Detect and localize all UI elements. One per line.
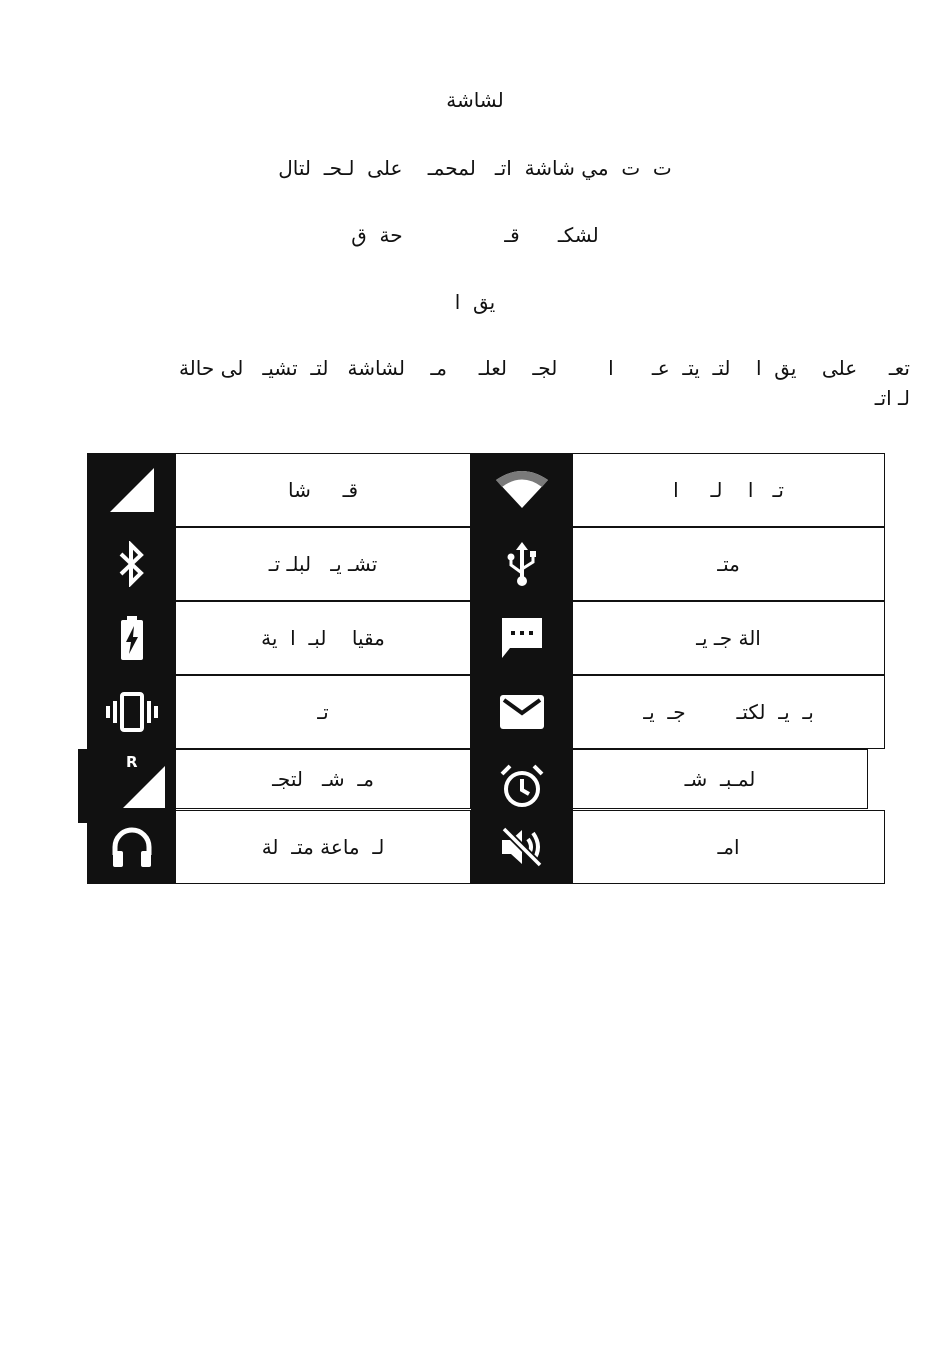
usb-icon bbox=[471, 527, 573, 601]
intro-line-1: ت ت مي شاشة اتـ لمحمـ على لـحـ لتال bbox=[278, 156, 672, 180]
table-row bbox=[0, 675, 950, 749]
intro-line-3: يق ا bbox=[454, 290, 496, 314]
table-cell-label: الة جـ يـ bbox=[573, 601, 885, 675]
message-icon bbox=[471, 601, 573, 675]
table-row bbox=[0, 453, 950, 527]
table-cell-label: قـ شا bbox=[176, 453, 471, 527]
table-cell-label: مـ شـ لتجـ bbox=[176, 749, 471, 809]
table-cell-label: لـ ماعة متـ لة bbox=[176, 810, 471, 884]
roaming-badge: R bbox=[126, 753, 138, 771]
table-cell-label: لمـبـ شـ bbox=[573, 749, 868, 809]
table-row bbox=[0, 810, 950, 884]
headphones-icon bbox=[87, 810, 176, 884]
table-cell-label: تـ bbox=[176, 675, 471, 749]
signal-strength-icon bbox=[87, 453, 176, 527]
table-cell-label: متـ bbox=[573, 527, 885, 601]
table-cell-label: بـ يـ لكتـ جـ يـ bbox=[573, 675, 885, 749]
description-paragraph: تعـ على يق ا لتـ يتـ عـ ا لجـ لعلـ مـ لشاشة لتـ تشيـ لى حالة لـ اتـ bbox=[178, 356, 910, 410]
table-cell-label: تـ ا لـ ا bbox=[573, 453, 885, 527]
table-row bbox=[0, 527, 950, 601]
table-row bbox=[0, 601, 950, 675]
wifi-icon bbox=[471, 453, 573, 527]
mute-icon bbox=[471, 810, 573, 884]
intro-line-2: لشكـ قـ حة ق bbox=[351, 223, 599, 247]
page-heading: لشاشة bbox=[446, 88, 504, 112]
table-cell-label: تشـ يـ لبلـ تـ bbox=[176, 527, 471, 601]
bluetooth-icon bbox=[87, 527, 176, 601]
email-icon bbox=[471, 675, 573, 749]
vibrate-icon bbox=[87, 675, 176, 749]
table-cell-label: امـ bbox=[573, 810, 885, 884]
table-cell-label: مقيا لبـ ا ية bbox=[176, 601, 471, 675]
battery-charging-icon bbox=[87, 601, 176, 675]
